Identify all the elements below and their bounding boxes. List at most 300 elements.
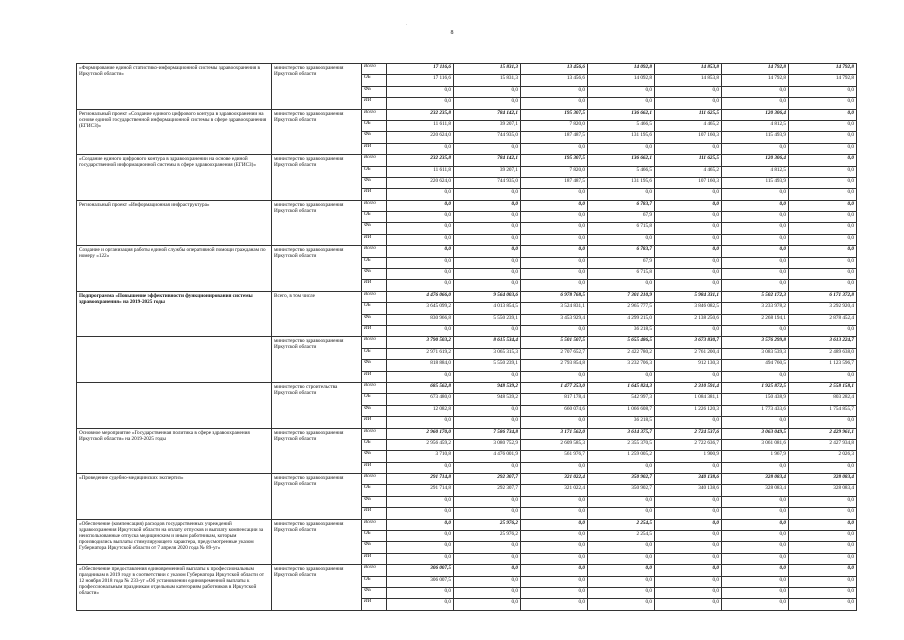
table-row xyxy=(77,565,857,576)
amount-cell: 0,0 xyxy=(722,371,789,382)
executor: министерство здравоохранения Иркутской области xyxy=(272,337,362,383)
amount-cell: 6 783,7 xyxy=(588,200,655,211)
amount-cell: 5 550 239,1 xyxy=(454,314,521,325)
amount-cell: 0,0 xyxy=(655,508,722,519)
funding-source: ИИ xyxy=(362,325,387,336)
funding-source: ИИ xyxy=(362,553,387,564)
amount-cell: 0,0 xyxy=(454,257,521,268)
table-row xyxy=(77,382,857,393)
funding-source: ФБ xyxy=(362,223,387,234)
measure-name: «Создание единого цифрового контура в здравоохранении на основе единой государственной информационной системы в сфере здравоохранения (ЕГИСЗ)» xyxy=(77,155,272,201)
amount-cell: 0,0 xyxy=(655,542,722,553)
amount-cell: 15 831,3 xyxy=(454,64,521,75)
funding-source: ОБ xyxy=(362,166,387,177)
amount-cell: 0,0 xyxy=(722,553,789,564)
funding-source: ФБ xyxy=(362,496,387,507)
amount-cell: 0,0 xyxy=(655,280,722,291)
funding-source: ИИ xyxy=(362,417,387,428)
funding-source: Всего xyxy=(362,382,387,393)
amount-cell: 0,0 xyxy=(722,223,789,234)
amount-cell: 0,0 xyxy=(655,496,722,507)
amount-cell: 744 935,0 xyxy=(454,177,521,188)
amount-cell: 0,0 xyxy=(655,325,722,336)
amount-cell: 350 902,7 xyxy=(588,485,655,496)
amount-cell: 0,0 xyxy=(588,553,655,564)
amount-cell: 1 925 872,5 xyxy=(722,382,789,393)
amount-cell: 107 160,3 xyxy=(655,132,722,143)
funding-source: Всего xyxy=(362,200,387,211)
amount-cell: 0,0 xyxy=(454,587,521,598)
measure-name: Региональный проект «Создание единого цифрового контура в здравоохранении на основе единой государственной информационной системы в сфере здравоохранения (ЕГИСЗ)» xyxy=(77,109,272,155)
amount-cell: 291 714,8 xyxy=(387,485,454,496)
amount-cell: 0,0 xyxy=(655,531,722,542)
amount-cell: 0,0 xyxy=(387,280,454,291)
funding-source: ИИ xyxy=(362,98,387,109)
amount-cell: 2 429 961,1 xyxy=(789,428,857,439)
amount-cell: 0,0 xyxy=(387,234,454,245)
amount-cell: 2 960 170,0 xyxy=(387,428,454,439)
amount-cell: 3 065 315,3 xyxy=(454,348,521,359)
amount-cell: 0,0 xyxy=(387,325,454,336)
amount-cell: 0,0 xyxy=(387,531,454,542)
amount-cell: 4 812,5 xyxy=(722,120,789,131)
amount-cell: 0,0 xyxy=(655,519,722,530)
amount-cell: 0,0 xyxy=(789,496,857,507)
amount-cell: 7 820,0 xyxy=(521,120,588,131)
funding-source: ФБ xyxy=(362,360,387,371)
amount-cell: 328 083,4 xyxy=(722,485,789,496)
funding-source: ИИ xyxy=(362,508,387,519)
amount-cell: 0,0 xyxy=(387,417,454,428)
amount-cell: 0,0 xyxy=(655,98,722,109)
amount-cell: 0,0 xyxy=(521,462,588,473)
budget-table xyxy=(76,63,857,611)
amount-cell: 818 884,0 xyxy=(387,360,454,371)
amount-cell: 803 282,4 xyxy=(789,394,857,405)
amount-cell: 0,0 xyxy=(789,599,857,610)
executor: министерство здравоохранения Иркутской области xyxy=(272,109,362,155)
amount-cell: 0,0 xyxy=(722,508,789,519)
executor: министерство здравоохранения Иркутской области xyxy=(272,474,362,520)
measure-name: Основное мероприятие «Государственная политика в сфере здравоохранения Иркутской области» на 2019-2025 годы xyxy=(77,428,272,474)
amount-cell: 561 976,7 xyxy=(521,451,588,462)
amount-cell: 0,0 xyxy=(521,257,588,268)
amount-cell: 0,0 xyxy=(454,143,521,154)
amount-cell: 3 613 224,7 xyxy=(789,337,857,348)
amount-cell: 0,0 xyxy=(588,86,655,97)
amount-cell: 120 306,4 xyxy=(722,109,789,120)
amount-cell: 948 539,2 xyxy=(454,394,521,405)
amount-cell: 0,0 xyxy=(722,98,789,109)
amount-cell: 3 080 752,9 xyxy=(454,439,521,450)
amount-cell: 0,0 xyxy=(722,599,789,610)
amount-cell: 292 307,7 xyxy=(454,474,521,485)
amount-cell: 14 792,8 xyxy=(789,75,857,86)
amount-cell: 0,0 xyxy=(521,542,588,553)
amount-cell: 3 710,8 xyxy=(387,451,454,462)
amount-cell: 6 171 372,8 xyxy=(789,291,857,302)
amount-cell: 0,0 xyxy=(789,462,857,473)
amount-cell: 8 615 534,4 xyxy=(454,337,521,348)
amount-cell: 0,0 xyxy=(789,576,857,587)
measure-name: «Формирование единой статистико-информационной системы здравоохранения в Иркутской области» xyxy=(77,64,272,110)
amount-cell: 0,0 xyxy=(387,462,454,473)
funding-source: ОБ xyxy=(362,75,387,86)
amount-cell: 67,9 xyxy=(588,257,655,268)
amount-cell: 0,0 xyxy=(521,98,588,109)
amount-cell: 0,0 xyxy=(521,587,588,598)
amount-cell: 0,0 xyxy=(521,531,588,542)
amount-cell: 0,0 xyxy=(722,246,789,257)
funding-source: Всего xyxy=(362,64,387,75)
amount-cell: 0,0 xyxy=(454,576,521,587)
amount-cell: 3 790 503,2 xyxy=(387,337,454,348)
amount-cell: 0,0 xyxy=(454,200,521,211)
amount-cell: 15 831,3 xyxy=(454,75,521,86)
amount-cell: 0,0 xyxy=(521,576,588,587)
amount-cell: 3 292 920,4 xyxy=(789,303,857,314)
amount-cell: 111 625,5 xyxy=(655,109,722,120)
amount-cell: 0,0 xyxy=(789,223,857,234)
amount-cell: 0,0 xyxy=(722,587,789,598)
amount-cell: 0,0 xyxy=(454,553,521,564)
funding-source: ОБ xyxy=(362,394,387,405)
amount-cell: 4 465,2 xyxy=(655,166,722,177)
table-row xyxy=(77,337,857,348)
amount-cell: 2 707 652,7 xyxy=(521,348,588,359)
amount-cell: 321 022,4 xyxy=(521,474,588,485)
amount-cell: 0,0 xyxy=(454,269,521,280)
amount-cell: 0,0 xyxy=(521,565,588,576)
amount-cell: 0,0 xyxy=(521,212,588,223)
amount-cell: 0,0 xyxy=(722,542,789,553)
amount-cell: 0,0 xyxy=(521,508,588,519)
amount-cell: 3 576 299,8 xyxy=(722,337,789,348)
amount-cell: 0,0 xyxy=(454,234,521,245)
amount-cell: 67,9 xyxy=(588,212,655,223)
amount-cell: 2 489 638,0 xyxy=(789,348,857,359)
table-body xyxy=(77,64,857,611)
amount-cell: 673 480,0 xyxy=(387,394,454,405)
amount-cell: 0,0 xyxy=(655,565,722,576)
amount-cell: 912 130,3 xyxy=(655,360,722,371)
amount-cell: 494 760,5 xyxy=(722,360,789,371)
amount-cell: 0,0 xyxy=(454,371,521,382)
measure-name: «Обеспечение предоставления единовременной выплаты к профессиональным праздникам в 2019 году в соответствии с указом Губернатора Иркутской области от 12 ноября 2018 года № 233-уг «Об установлении единовременной выплаты к профессиональным праздникам отдельным категориям работников в Иркутской области» xyxy=(77,565,272,611)
amount-cell: 321 022,4 xyxy=(521,485,588,496)
amount-cell: 0,0 xyxy=(655,371,722,382)
amount-cell: 0,0 xyxy=(454,496,521,507)
amount-cell: 0,0 xyxy=(454,280,521,291)
amount-cell: 4 812,5 xyxy=(722,166,789,177)
amount-cell: 0,0 xyxy=(588,576,655,587)
amount-cell: 0,0 xyxy=(789,143,857,154)
amount-cell: 1 900,9 xyxy=(655,451,722,462)
amount-cell: 2 254,5 xyxy=(588,519,655,530)
amount-cell: 0,0 xyxy=(722,212,789,223)
amount-cell: 3 233 978,2 xyxy=(722,303,789,314)
amount-cell: 0,0 xyxy=(789,371,857,382)
amount-cell: 195 307,5 xyxy=(521,109,588,120)
amount-cell: 3 645 099,2 xyxy=(387,303,454,314)
amount-cell: 0,0 xyxy=(454,462,521,473)
amount-cell: 1 645 824,3 xyxy=(588,382,655,393)
amount-cell: 0,0 xyxy=(588,234,655,245)
amount-cell: 817 178,4 xyxy=(521,394,588,405)
amount-cell: 0,0 xyxy=(387,86,454,97)
funding-source: ФБ xyxy=(362,405,387,416)
amount-cell: 220 624,0 xyxy=(387,132,454,143)
amount-cell: 2 956 459,2 xyxy=(387,439,454,450)
amount-cell: 1 773 433,6 xyxy=(722,405,789,416)
amount-cell: 2 609 585,3 xyxy=(521,439,588,450)
funding-source: Всего xyxy=(362,474,387,485)
amount-cell: 3 063 049,5 xyxy=(722,428,789,439)
amount-cell: 0,0 xyxy=(387,189,454,200)
funding-source: ИИ xyxy=(362,599,387,610)
amount-cell: 0,0 xyxy=(722,269,789,280)
funding-source: Всего xyxy=(362,565,387,576)
amount-cell: 0,0 xyxy=(722,86,789,97)
amount-cell: 7 586 734,8 xyxy=(454,428,521,439)
amount-cell: 0,0 xyxy=(789,177,857,188)
amount-cell: 6 715,8 xyxy=(588,223,655,234)
amount-cell: 107 160,3 xyxy=(655,177,722,188)
amount-cell: 13 456,6 xyxy=(521,75,588,86)
amount-cell: 328 083,4 xyxy=(722,474,789,485)
amount-cell: 0,0 xyxy=(655,223,722,234)
amount-cell: 0,0 xyxy=(789,166,857,177)
amount-cell: 0,0 xyxy=(588,280,655,291)
funding-source: Всего xyxy=(362,109,387,120)
amount-cell: 1 754 855,7 xyxy=(789,405,857,416)
table-row xyxy=(77,246,857,257)
amount-cell: 0,0 xyxy=(789,553,857,564)
funding-source: ФБ xyxy=(362,451,387,462)
amount-cell: 784 142,1 xyxy=(454,155,521,166)
amount-cell: 17 116,6 xyxy=(387,75,454,86)
amount-cell: 0,0 xyxy=(521,280,588,291)
amount-cell: 0,0 xyxy=(789,120,857,131)
amount-cell: 0,0 xyxy=(387,98,454,109)
amount-cell: 13 456,6 xyxy=(521,64,588,75)
amount-cell: 0,0 xyxy=(588,98,655,109)
amount-cell: 1 967,9 xyxy=(722,451,789,462)
amount-cell: 0,0 xyxy=(454,565,521,576)
amount-cell: 2 026,3 xyxy=(789,451,857,462)
amount-cell: 0,0 xyxy=(454,246,521,257)
amount-cell: 306 007,5 xyxy=(387,576,454,587)
amount-cell: 17 116,6 xyxy=(387,64,454,75)
amount-cell: 1 066 608,7 xyxy=(588,405,655,416)
amount-cell: 0,0 xyxy=(722,417,789,428)
amount-cell: 830 966,8 xyxy=(387,314,454,325)
amount-cell: 0,0 xyxy=(588,462,655,473)
funding-source: ОБ xyxy=(362,212,387,223)
funding-source: Всего xyxy=(362,337,387,348)
amount-cell: 0,0 xyxy=(387,223,454,234)
amount-cell: 0,0 xyxy=(655,212,722,223)
amount-cell: 1 123 596,7 xyxy=(789,360,857,371)
amount-cell: 0,0 xyxy=(789,200,857,211)
amount-cell: 0,0 xyxy=(655,143,722,154)
amount-cell: 36 218,5 xyxy=(588,417,655,428)
amount-cell: 14 092,8 xyxy=(588,64,655,75)
amount-cell: 36 218,5 xyxy=(588,325,655,336)
amount-cell: 0,0 xyxy=(387,246,454,257)
amount-cell: 2 722 636,7 xyxy=(655,439,722,450)
amount-cell: 0,0 xyxy=(722,325,789,336)
amount-cell: 0,0 xyxy=(789,565,857,576)
amount-cell: 0,0 xyxy=(789,155,857,166)
funding-source: ИИ xyxy=(362,189,387,200)
amount-cell: 0,0 xyxy=(588,143,655,154)
amount-cell: 0,0 xyxy=(588,189,655,200)
amount-cell: 3 614 375,7 xyxy=(588,428,655,439)
funding-source: Всего xyxy=(362,291,387,302)
amount-cell: 3 171 562,0 xyxy=(521,428,588,439)
amount-cell: 131 195,6 xyxy=(588,177,655,188)
amount-cell: 0,0 xyxy=(588,371,655,382)
amount-cell: 2 422 780,2 xyxy=(588,348,655,359)
amount-cell: 0,0 xyxy=(387,542,454,553)
amount-cell: 0,0 xyxy=(454,599,521,610)
amount-cell: 0,0 xyxy=(387,371,454,382)
amount-cell: 0,0 xyxy=(789,587,857,598)
funding-source: Всего xyxy=(362,428,387,439)
amount-cell: 2 310 591,4 xyxy=(655,382,722,393)
amount-cell: 187 487,5 xyxy=(521,132,588,143)
amount-cell: 1 477 253,0 xyxy=(521,382,588,393)
funding-source: ОБ xyxy=(362,120,387,131)
table-row xyxy=(77,474,857,485)
amount-cell: 306 007,5 xyxy=(387,565,454,576)
amount-cell: 0,0 xyxy=(655,587,722,598)
amount-cell: 1 084 381,1 xyxy=(655,394,722,405)
amount-cell: 2 971 619,2 xyxy=(387,348,454,359)
amount-cell: 0,0 xyxy=(454,508,521,519)
amount-cell: 25 976,2 xyxy=(454,531,521,542)
amount-cell: 3 524 831,1 xyxy=(521,303,588,314)
amount-cell: 0,0 xyxy=(521,417,588,428)
amount-cell: 744 935,0 xyxy=(454,132,521,143)
amount-cell: 0,0 xyxy=(655,576,722,587)
amount-cell: 3 061 081,6 xyxy=(722,439,789,450)
funding-source: ИИ xyxy=(362,462,387,473)
amount-cell: 2 761 200,4 xyxy=(655,348,722,359)
measure-name: Создание и организация работы единой службы оперативной помощи гражданам по номеру «122» xyxy=(77,246,272,292)
measure-name: «Проведение судебно-медицинских экспертиз» xyxy=(77,474,272,520)
amount-cell: 5 655 486,5 xyxy=(588,337,655,348)
amount-cell: 14 853,8 xyxy=(655,64,722,75)
amount-cell: 14 853,8 xyxy=(655,75,722,86)
measure-name xyxy=(77,382,272,428)
amount-cell: 948 539,2 xyxy=(454,382,521,393)
amount-cell: 0,0 xyxy=(454,405,521,416)
amount-cell: 0,0 xyxy=(655,553,722,564)
funding-source: ОБ xyxy=(362,576,387,587)
funding-source: ФБ xyxy=(362,542,387,553)
amount-cell: 660 074,6 xyxy=(521,405,588,416)
amount-cell: 0,0 xyxy=(387,212,454,223)
amount-cell: 0,0 xyxy=(655,234,722,245)
amount-cell: 0,0 xyxy=(521,519,588,530)
amount-cell: 0,0 xyxy=(454,417,521,428)
amount-cell: 685 562,8 xyxy=(387,382,454,393)
amount-cell: 0,0 xyxy=(387,508,454,519)
amount-cell: 0,0 xyxy=(521,599,588,610)
measure-name: Подпрограмма «Повышение эффективности функционирования системы здравоохранения» на 2019-2025 годы xyxy=(77,291,272,337)
amount-cell: 6 715,8 xyxy=(588,269,655,280)
amount-cell: 0,0 xyxy=(789,519,857,530)
funding-source: ФБ xyxy=(362,86,387,97)
amount-cell: 4 013 854,5 xyxy=(454,303,521,314)
amount-cell: 131 195,6 xyxy=(588,132,655,143)
amount-cell: 0,0 xyxy=(722,531,789,542)
amount-cell: 2 268 194,1 xyxy=(722,314,789,325)
executor: министерство здравоохранения Иркутской области xyxy=(272,246,362,292)
amount-cell: 0,0 xyxy=(789,508,857,519)
measure-name: Региональный проект «Информационная инфраструктура» xyxy=(77,200,272,246)
amount-cell: 0,0 xyxy=(521,234,588,245)
amount-cell: 2 138 250,6 xyxy=(655,314,722,325)
amount-cell: 0,0 xyxy=(387,496,454,507)
amount-cell: 5 466,5 xyxy=(588,166,655,177)
amount-cell: 0,0 xyxy=(387,587,454,598)
amount-cell: 292 307,7 xyxy=(454,485,521,496)
amount-cell: 0,0 xyxy=(722,519,789,530)
amount-cell: 0,0 xyxy=(387,257,454,268)
amount-cell: 0,0 xyxy=(722,565,789,576)
amount-cell: 0,0 xyxy=(722,496,789,507)
amount-cell: 14 792,8 xyxy=(789,64,857,75)
amount-cell: 0,0 xyxy=(588,496,655,507)
funding-source: ОБ xyxy=(362,531,387,542)
funding-source: ОБ xyxy=(362,257,387,268)
amount-cell: 14 792,8 xyxy=(722,64,789,75)
amount-cell: 0,0 xyxy=(521,189,588,200)
amount-cell: 542 997,3 xyxy=(588,394,655,405)
table-row xyxy=(77,519,857,530)
amount-cell: 0,0 xyxy=(722,189,789,200)
table-row xyxy=(77,109,857,120)
amount-cell: 0,0 xyxy=(722,200,789,211)
amount-cell: 5 984 331,1 xyxy=(655,291,722,302)
funding-source: ОБ xyxy=(362,439,387,450)
amount-cell: 0,0 xyxy=(655,86,722,97)
amount-cell: 0,0 xyxy=(521,269,588,280)
amount-cell: 9 564 003,6 xyxy=(454,291,521,302)
funding-source: ФБ xyxy=(362,587,387,598)
table-row xyxy=(77,64,857,75)
page-dot: . xyxy=(406,21,407,26)
page-number: 8 xyxy=(450,30,454,36)
funding-source: ФБ xyxy=(362,314,387,325)
amount-cell: 136 662,1 xyxy=(588,155,655,166)
amount-cell: 4 476 066,0 xyxy=(387,291,454,302)
amount-cell: 0,0 xyxy=(588,542,655,553)
amount-cell: 5 550 239,1 xyxy=(454,360,521,371)
amount-cell: 0,0 xyxy=(655,257,722,268)
executor: министерство строительства Иркутской области xyxy=(272,382,362,428)
amount-cell: 0,0 xyxy=(387,143,454,154)
amount-cell: 0,0 xyxy=(655,189,722,200)
amount-cell: 4 299 215,0 xyxy=(588,314,655,325)
amount-cell: 5 466,5 xyxy=(588,120,655,131)
funding-source: ИИ xyxy=(362,371,387,382)
amount-cell: 7 301 210,9 xyxy=(588,291,655,302)
amount-cell: 0,0 xyxy=(454,325,521,336)
